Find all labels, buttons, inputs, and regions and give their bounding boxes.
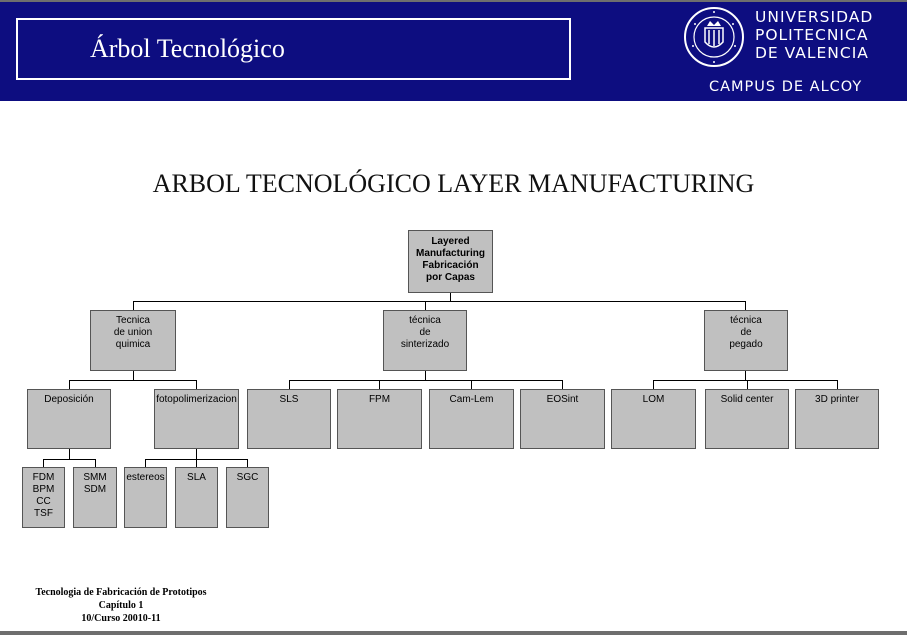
footer-chapter: Capítulo 1 xyxy=(98,600,144,611)
node-sgc: SGC xyxy=(226,467,269,528)
campus-name: CAMPUS DE ALCOY xyxy=(709,79,863,95)
branch-union-quimica: Tecnica de union quimica xyxy=(90,310,176,371)
node-estereos: estereos xyxy=(124,467,167,528)
university-line: POLITECNICA xyxy=(755,26,869,44)
node-cam-lem: Cam-Lem xyxy=(429,389,514,449)
branch-pegado: técnica de pegado xyxy=(704,310,788,371)
page-title: Árbol Tecnológico xyxy=(90,34,285,63)
bottom-border xyxy=(0,631,907,635)
node-deposicion: Deposición xyxy=(27,389,111,449)
node-sla: SLA xyxy=(175,467,218,528)
branch-sinterizado: técnica de sinterizado xyxy=(383,310,467,371)
node-fdm-group: FDM BPM CC TSF xyxy=(22,467,65,528)
node-fpm: FPM xyxy=(337,389,422,449)
node-smm-group: SMM SDM xyxy=(73,467,117,528)
diagram-title: ARBOL TECNOLÓGICO LAYER MANUFACTURING xyxy=(152,169,755,198)
node-eosint: EOSint xyxy=(520,389,605,449)
node-sls: SLS xyxy=(247,389,331,449)
root-node: Layered Manufacturing Fabricación por Capas xyxy=(408,230,493,293)
node-fotopolimerizacion: fotopolimerizacion xyxy=(154,389,239,449)
footer xyxy=(0,586,242,625)
node-solid-center: Solid center xyxy=(705,389,789,449)
node-3d-printer: 3D printer xyxy=(795,389,879,449)
footer-course: Tecnologia de Fabricación de Prototipos xyxy=(35,587,207,598)
node-lom: LOM xyxy=(611,389,696,449)
footer-year: 10/Curso 20010-11 xyxy=(81,613,161,624)
university-line: UNIVERSIDAD xyxy=(755,8,874,26)
university-line: DE VALENCIA xyxy=(755,44,869,62)
